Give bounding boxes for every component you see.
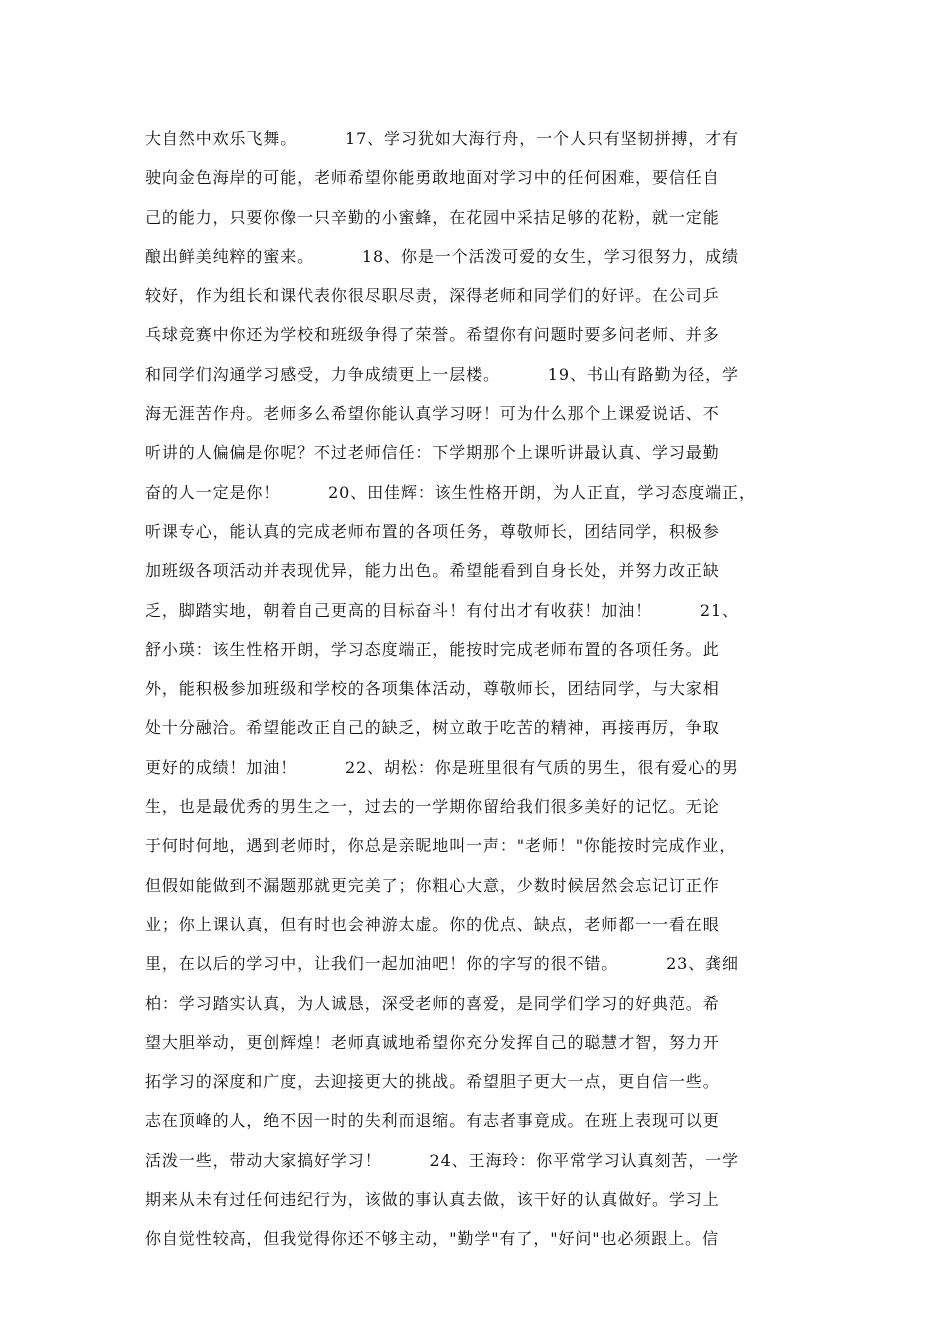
- text-line: 较好，作为组长和课代表你很尽职尽责，深得老师和同学们的好评。在公司乒: [145, 286, 720, 306]
- text-line: 听课专心，能认真的完成老师布置的各项任务，尊敬师长，团结同学，积极参: [145, 521, 720, 541]
- text-line: 奋的人一定是你！ 20、田佳辉：该生性格开朗，为人正直，学习态度端正，: [145, 482, 756, 502]
- text-line: 于何时何地，遇到老师时，你总是亲昵地叫一声："老师！"你能按时完成作业，: [145, 836, 737, 856]
- text-line: 和同学们沟通学习感受，力争成绩更上一层楼。 19、书山有路勤为径，学: [145, 364, 739, 384]
- text-line: 望大胆举动，更创辉煌！老师真诚地希望你充分发挥自己的聪慧才智，努力开: [145, 1032, 720, 1052]
- text-line: 业；你上课认真，但有时也会神游太虚。你的优点、缺点，老师都一一看在眼: [145, 914, 720, 934]
- text-line: 更好的成绩！加油！ 22、胡松：你是班里很有气质的男生，很有爱心的男: [145, 757, 739, 777]
- text-line: 加班级各项活动并表现优异，能力出色。希望能看到自身长处，并努力改正缺: [145, 561, 720, 581]
- text-line: 听讲的人偏偏是你呢？不过老师信任：下学期那个上课听讲最认真、学习最勤: [145, 443, 720, 463]
- text-line: 乓球竞赛中你还为学校和班级争得了荣誉。希望你有问题时要多问老师、并多: [145, 325, 720, 345]
- document-body: [145, 119, 815, 1259]
- text-line: 生，也是最优秀的男生之一，过去的一学期你留给我们很多美好的记忆。无论: [145, 797, 720, 817]
- text-line: 你自觉性较高，但我觉得你还不够主动，"勤学"有了，"好问"也必须跟上。信: [145, 1229, 719, 1249]
- text-line: 舒小瑛：该生性格开朗，学习态度端正，能按时完成老师布置的各项任务。此: [145, 639, 720, 659]
- text-line: 处十分融洽。希望能改正自己的缺乏，树立敢于吃苦的精神，再接再厉，争取: [145, 718, 720, 738]
- text-line: 柏：学习踏实认真，为人诚恳，深受老师的喜爱，是同学们学习的好典范。希: [145, 993, 720, 1013]
- text-line: 酿出鲜美纯粹的蜜来。 18、你是一个活泼可爱的女生，学习很努力，成绩: [145, 246, 739, 266]
- text-line: 外，能积极参加班级和学校的各项集体活动，尊敬师长，团结同学，与大家相: [145, 679, 720, 699]
- text-line: 驶向金色海岸的可能，老师希望你能勇敢地面对学习中的任何困难，要信任自: [145, 168, 720, 188]
- text-line: 活泼一些，带动大家搞好学习！ 24、王海玲：你平常学习认真刻苦，一学: [145, 1150, 739, 1170]
- text-line: 期来从未有过任何违纪行为，该做的事认真去做，该干好的认真做好。学习上: [145, 1190, 720, 1210]
- text-line: 但假如能做到不漏题那就更完美了；你粗心大意，少数时候居然会忘记订正作: [145, 875, 720, 895]
- text-line: 海无涯苦作舟。老师多么希望你能认真学习呀！可为什么那个上课爱说话、不: [145, 404, 720, 424]
- text-line: 己的能力，只要你像一只辛勤的小蜜蜂，在花园中采拮足够的花粉，就一定能: [145, 207, 720, 227]
- text-line: 乏，脚踏实地，朝着自己更高的目标奋斗！有付出才有收获！加油！ 21、: [145, 600, 739, 620]
- text-line: 里，在以后的学习中，让我们一起加油吧！你的字写的很不错。 23、龚细: [145, 954, 739, 974]
- text-line: 拓学习的深度和广度，去迎接更大的挑战。希望胆子更大一点，更自信一些。: [145, 1072, 720, 1092]
- text-line: 志在顶峰的人，绝不因一时的失利而退缩。有志者事竟成。在班上表现可以更: [145, 1111, 720, 1131]
- text-line: 大自然中欢乐飞舞。 17、学习犹如大海行舟，一个人只有坚韧拼搏，才有: [145, 129, 739, 148]
